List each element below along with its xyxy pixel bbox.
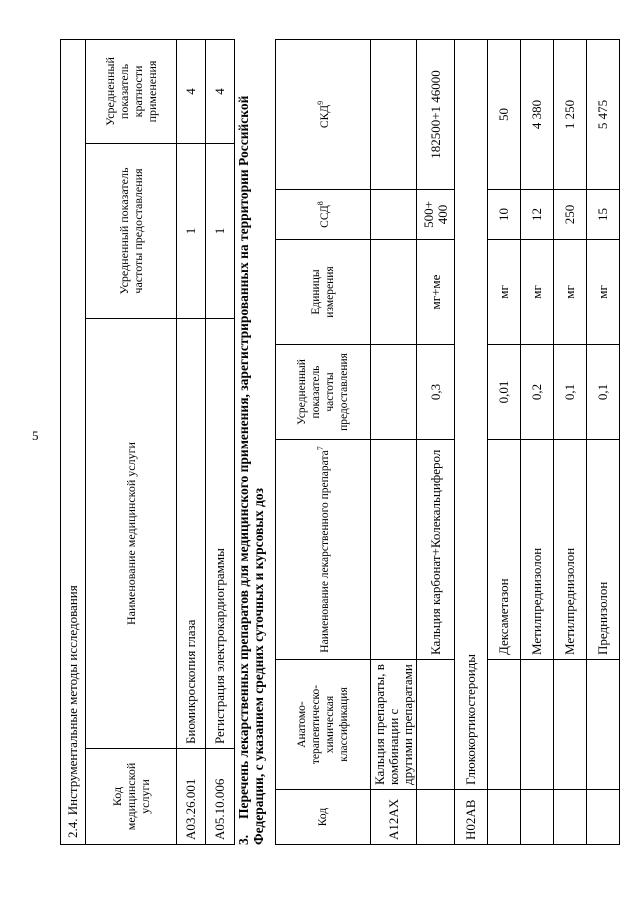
header-ssd xyxy=(276,190,371,240)
drug-frequency xyxy=(371,345,417,440)
drug-name: Кальция карбонат+Колекальциферол xyxy=(417,440,455,660)
drug-name: Метилпреднизолон xyxy=(521,440,554,660)
atc-code xyxy=(587,790,620,845)
drug-frequency: 0,3 xyxy=(417,345,455,440)
drug-ssd: 10 xyxy=(488,190,521,240)
table-row xyxy=(206,39,235,844)
drug-units: мг xyxy=(488,240,521,345)
service-multiplicity: 4 xyxy=(177,39,206,143)
drugs-table xyxy=(275,39,620,845)
drug-ssd xyxy=(371,190,417,240)
atc-code xyxy=(521,790,554,845)
atc-code xyxy=(554,790,587,845)
section-3-heading-text: Перечень лекарственных препаратов для медицинского применения, зарегистрированных на территории Российской Федерации, с указанием средних суточных и курсовых доз xyxy=(236,95,266,845)
drug-frequency: 0,1 xyxy=(554,345,587,440)
header-frequency: Усредненный показатель частоты предоставления xyxy=(86,144,177,319)
section-3-number: 3. xyxy=(236,834,251,845)
footnote-7: 7 xyxy=(316,446,326,451)
drug-units: мг+ме xyxy=(417,240,455,345)
service-name: Биомикроскопия глаза xyxy=(177,319,206,749)
drug-ssd: 500+ 400 xyxy=(417,190,455,240)
atc-group xyxy=(488,660,521,790)
table-row xyxy=(371,40,417,845)
drug-units: мг xyxy=(521,240,554,345)
section-2-4-title: 2.4. Инструментальные методы исследования xyxy=(61,39,86,844)
drug-skd: 5 475 xyxy=(587,40,620,190)
drug-ssd: 15 xyxy=(587,190,620,240)
drug-units: мг xyxy=(554,240,587,345)
drug-name: Преднизолон xyxy=(587,440,620,660)
drug-name: Метилпреднизолон xyxy=(554,440,587,660)
drug-units: мг xyxy=(587,240,620,345)
drug-skd xyxy=(371,40,417,190)
table-row xyxy=(455,40,488,845)
drug-frequency: 0,01 xyxy=(488,345,521,440)
header-frequency: Усредненный показатель частоты предоставления xyxy=(276,345,371,440)
service-frequency: 1 xyxy=(177,144,206,319)
drug-skd: 1 250 xyxy=(554,40,587,190)
drug-units xyxy=(371,240,417,345)
header-skd xyxy=(276,40,371,190)
header-code: Код медицинской услуги xyxy=(86,749,177,845)
header-code: Код xyxy=(276,790,371,845)
header-drug-name-text: Наименование лекарственного препарата xyxy=(318,450,331,653)
header-atc: Анатомо-терапевтическо-химическая классификация xyxy=(276,660,371,790)
header-ssd-text: ССД xyxy=(318,205,331,228)
service-frequency: 1 xyxy=(206,144,235,319)
table-row xyxy=(417,40,455,845)
service-code: A03.26.001 xyxy=(177,749,206,845)
table-row xyxy=(587,40,620,845)
drug-skd: 182500+1 46000 xyxy=(417,40,455,190)
rotated-inner xyxy=(60,40,610,845)
rotated-content xyxy=(60,40,640,845)
atc-group: Кальция препараты, в комбинации с другими препаратами xyxy=(371,660,417,790)
header-units: Единицы измерения xyxy=(276,240,371,345)
table-header-row xyxy=(276,40,371,845)
drug-ssd: 250 xyxy=(554,190,587,240)
service-multiplicity: 4 xyxy=(206,39,235,143)
table-row xyxy=(488,40,521,845)
drug-ssd: 12 xyxy=(521,190,554,240)
header-drug-name xyxy=(276,440,371,660)
atc-code: A12AX xyxy=(371,790,417,845)
atc-group xyxy=(554,660,587,790)
header-multiplicity: Усредненный показатель кратности применения xyxy=(86,39,177,143)
atc-group: Глюкокортикостероиды xyxy=(455,40,488,790)
atc-code xyxy=(417,790,455,845)
atc-group xyxy=(521,660,554,790)
instrumental-methods-table xyxy=(60,39,235,845)
atc-code xyxy=(488,790,521,845)
drug-skd: 4 380 xyxy=(521,40,554,190)
atc-group xyxy=(587,660,620,790)
page-number: 5 xyxy=(32,428,39,443)
atc-group xyxy=(417,660,455,790)
atc-code: H02AB xyxy=(455,790,488,845)
drug-skd: 50 xyxy=(488,40,521,190)
service-code: A05.10.006 xyxy=(206,749,235,845)
header-skd-text: СКД xyxy=(318,104,331,129)
table-row xyxy=(177,39,206,844)
table-header-row xyxy=(86,39,177,844)
drug-frequency: 0,2 xyxy=(521,345,554,440)
footnote-9: 9 xyxy=(316,100,326,105)
footnote-8: 8 xyxy=(316,201,326,206)
table-row xyxy=(554,40,587,845)
drug-name: Дексаметазон xyxy=(488,440,521,660)
drug-name xyxy=(371,440,417,660)
drug-frequency: 0,1 xyxy=(587,345,620,440)
table-row xyxy=(521,40,554,845)
section-3-heading xyxy=(236,40,266,845)
header-service-name: Наименование медицинской услуги xyxy=(86,319,177,749)
service-name: Регистрация электрокардиограммы xyxy=(206,319,235,749)
